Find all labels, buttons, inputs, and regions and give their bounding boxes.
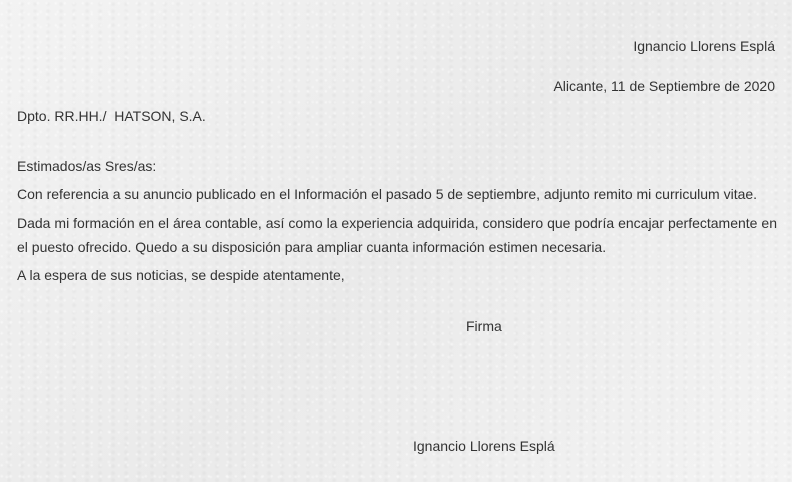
place-date: Alicante, 11 de Septiembre de 2020 bbox=[553, 78, 775, 94]
greeting: Estimados/as Sres/as: bbox=[17, 158, 157, 174]
sender-name-header: Ignancio Llorens Esplá bbox=[633, 38, 775, 54]
paragraph-3: A la espera de sus noticias, se despide atentamente, bbox=[17, 267, 345, 283]
signature-label: Firma bbox=[466, 318, 502, 334]
paragraph-2: Dada mi formación en el área contable, así como la experiencia adquirida, considero que podría encajar perfectamente en el puesto ofrecido. Quedo a su disposición para ampliar cuanta información estimen necesaria. bbox=[17, 215, 777, 255]
paragraph-1: Con referencia a su anuncio publicado en el Información el pasado 5 de septiembre, adjunto remito mi curriculum vitae. bbox=[17, 186, 758, 202]
signature-name: Ignancio Llorens Esplá bbox=[413, 438, 555, 454]
recipient: Dpto. RR.HH./ HATSON, S.A. bbox=[17, 108, 206, 124]
